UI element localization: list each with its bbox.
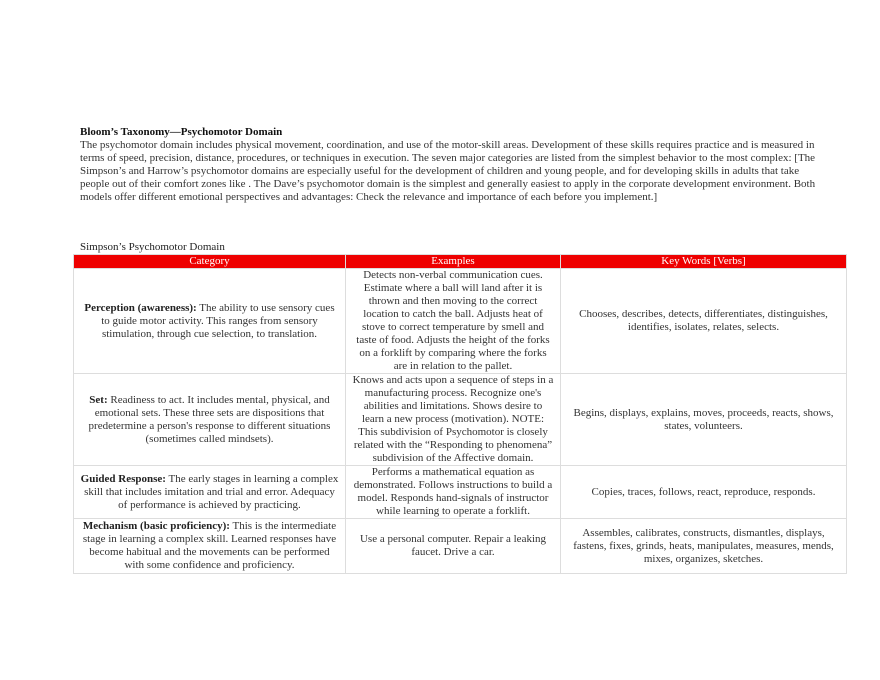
examples-cell: Detects non-verbal communication cues. Estimate where a ball will land after it is thrown and then moving to the correct location to catch the ball. Adjusts heat of stove to correct temperature by smell and taste of food. Adjusts the height of the forks on a forklift by comparing where the forks are in relation to the pallet. xyxy=(346,269,561,374)
category-description: The early stages in learning a complex skill that includes imitation and trial and error. Adequacy of performance is achieved by practicing. xyxy=(84,472,339,511)
category-cell xyxy=(74,269,346,374)
category-term: Guided Response: xyxy=(80,472,166,485)
category-cell xyxy=(74,519,346,574)
examples-cell: Use a personal computer. Repair a leaking faucet. Drive a car. xyxy=(346,519,561,574)
table-row xyxy=(74,374,847,466)
verbs-cell: Copies, traces, follows, react, reproduce, responds. xyxy=(561,466,847,519)
table-header-row xyxy=(74,255,847,269)
category-description: Readiness to act. It includes mental, physical, and emotional sets. These three sets are dispositions that predetermine a person's response to different situations (sometimes called mindsets). xyxy=(88,393,331,445)
category-description: This is the intermediate stage in learning a complex skill. Learned responses have become habitual and the movements can be performed with some confidence and proficiency. xyxy=(82,520,337,571)
category-description: The ability to use sensory cues to guide motor activity. This ranges from sensory stimulation, through cue selection, to translation. xyxy=(101,301,335,340)
table-row xyxy=(74,269,847,374)
header-key-words: Key Words [Verbs] xyxy=(561,255,847,269)
intro-paragraph: The psychomotor domain includes physical movement, coordination, and use of the motor-skill areas. Development of these skills requires practice and is measured in terms of speed, precision, distance, procedures, or techniques in execution. The seven major categories are listed from the simplest behavior to the most complex: [The Simpson’s and Harrow’s psychomotor domains are especially useful for the development of children and young people, and for developing skills in adults that take people out of their comfort zones like . The Dave’s psychomotor domain is the simplest and generally easiest to apply in the corporate development environment. Both models offer different emotional perspectives and advantages: Check the relevance and importance of each before you implement.] xyxy=(80,139,816,203)
examples-cell: Performs a mathematical equation as demonstrated. Follows instructions to build a model. Responds hand-signals of instructor while learning to operate a forklift. xyxy=(346,466,561,519)
document-title: Bloom’s Taxonomy—Psychomotor Domain xyxy=(80,126,283,138)
category-term: Set: xyxy=(89,393,108,406)
examples-cell: Knows and acts upon a sequence of steps in a manufacturing process. Recognize one's abilities and limitations. Shows desire to learn a new process (motivation). NOTE: This subdivision of Psychomotor is closely related with the “Responding to phenomena” subdivision of the Affective domain. xyxy=(346,374,561,466)
header-category: Category xyxy=(74,255,346,269)
verbs-cell: Begins, displays, explains, moves, proceeds, reacts, shows, states, volunteers. xyxy=(561,374,847,466)
category-term: Perception (awareness): xyxy=(84,301,197,314)
table-caption: Simpson’s Psychomotor Domain xyxy=(80,241,225,253)
header-examples: Examples xyxy=(346,255,561,269)
table-row xyxy=(74,466,847,519)
intro-section xyxy=(80,126,820,204)
table-row xyxy=(74,519,847,574)
category-term: Mechanism (basic proficiency): xyxy=(82,520,230,532)
category-cell xyxy=(74,374,346,466)
simpson-psychomotor-table xyxy=(73,254,847,574)
verbs-cell: Assembles, calibrates, constructs, dismantles, displays, fastens, fixes, grinds, heats, manipulates, measures, mends, mixes, organizes, sketches. xyxy=(561,519,847,574)
category-cell xyxy=(74,466,346,519)
verbs-cell: Chooses, describes, detects, differentiates, distinguishes, identifies, isolates, relates, selects. xyxy=(561,269,847,374)
